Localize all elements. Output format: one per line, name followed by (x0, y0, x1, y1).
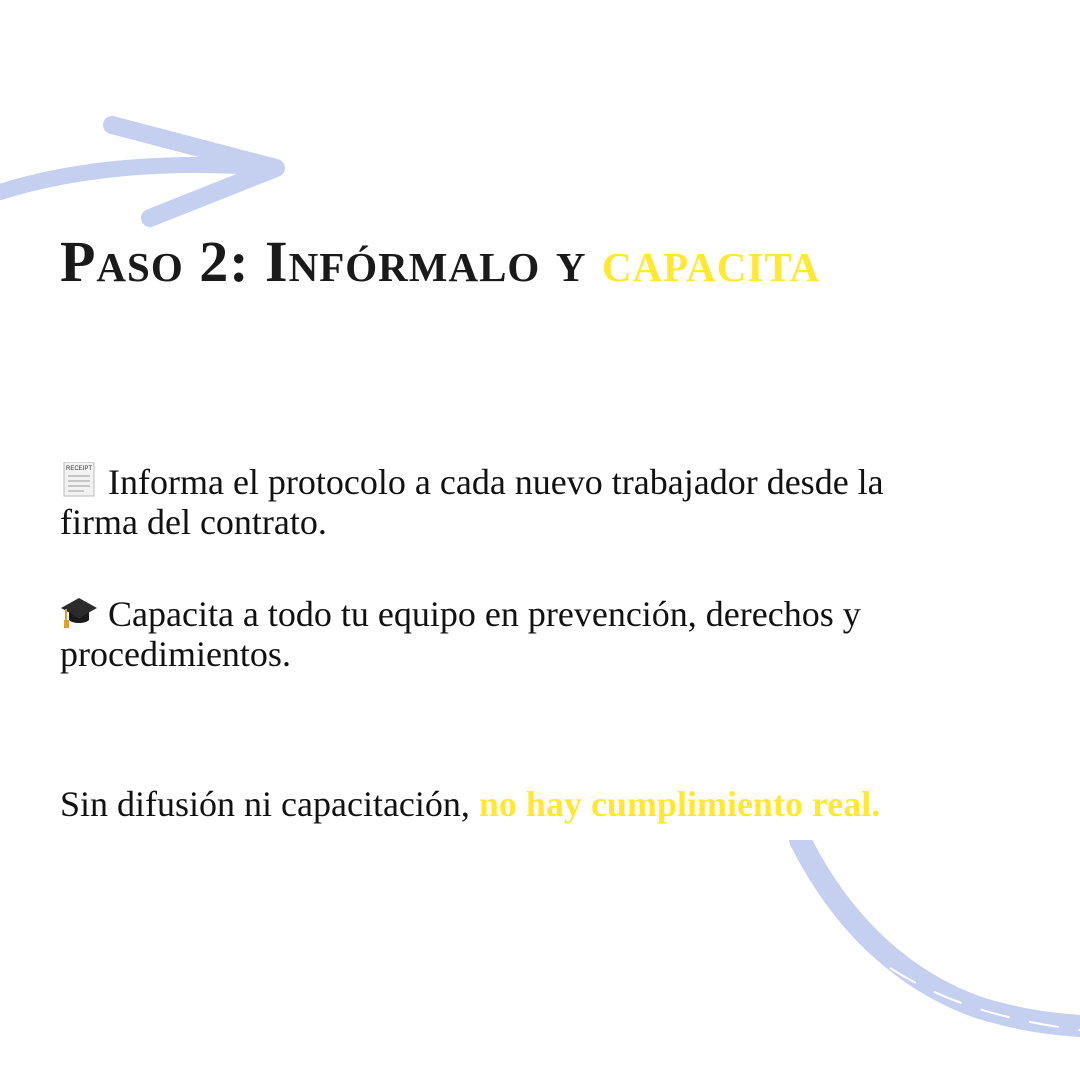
item-text: Capacita a todo tu equipo en prevención, derechos y procedimientos. (60, 594, 861, 674)
closing-statement (60, 784, 960, 824)
list-item (60, 594, 960, 674)
item-text: Informa el protocolo a cada nuevo trabajador desde la firma del contrato. (60, 462, 884, 542)
graduation-cap-icon (60, 594, 98, 630)
list-item (60, 462, 960, 542)
title-accent: capacita (601, 229, 821, 294)
title-main: Paso 2: Infórmalo y (60, 229, 587, 294)
receipt-icon (60, 462, 98, 498)
page-title (60, 228, 820, 295)
svg-text:RECEIPT: RECEIPT (65, 466, 93, 472)
closing-text: Sin difusión ni capacitación, (60, 784, 470, 824)
closing-highlight: no hay cumplimiento real. (478, 784, 881, 824)
swoosh-decoration (780, 840, 1080, 1080)
